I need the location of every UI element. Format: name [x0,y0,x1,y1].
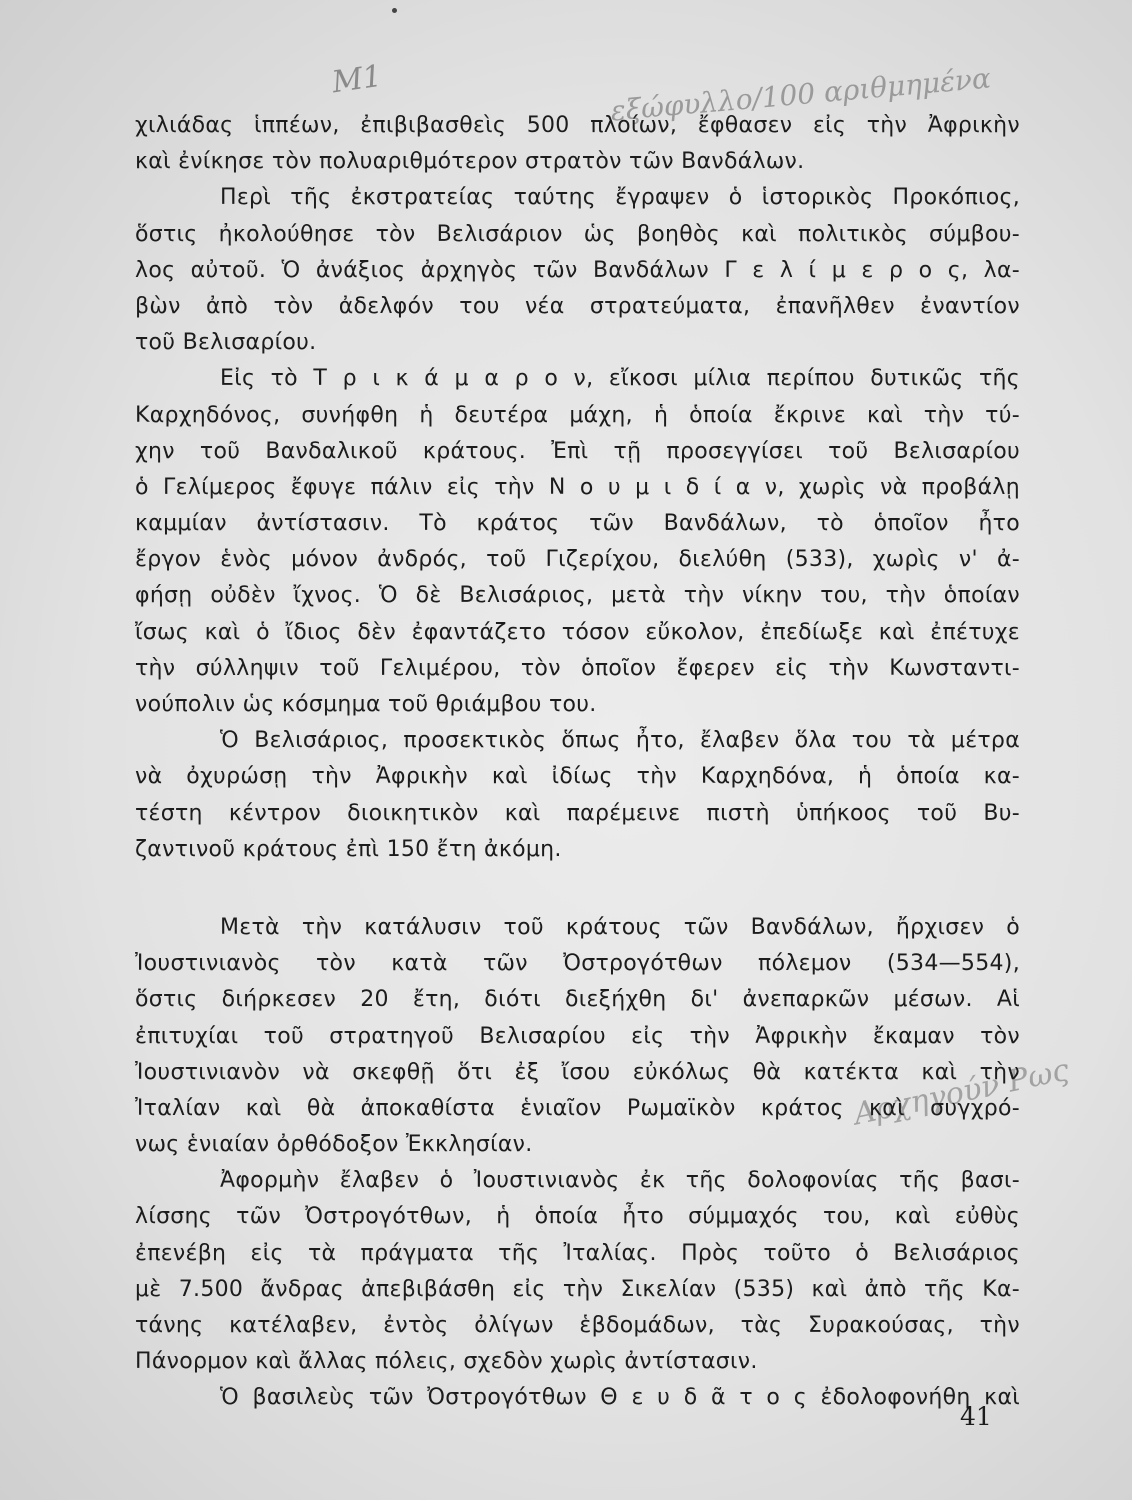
text-line: Ἰταλίαν καὶ θὰ ἀποκαθίστα ἑνιαῖον Ρωμαϊκὸν κράτος καὶ συγχρό- [135,1095,1020,1121]
text-line: χην τοῦ Βανδαλικοῦ κράτους. Ἐπὶ τῇ προσεγγίσει τοῦ Βελισαρίου [135,438,1020,464]
text-line: Ὁ βασιλεὺς τῶν Ὀστρογότθων Θ ε υ δ ᾶ τ ο ς ἐδολοφονήθη καὶ [220,1385,1020,1411]
text-line: Ἀφορμὴν ἔλαβεν ὁ Ἰουστινιανὸς ἐκ τῆς δολοφονίας τῆς βασι- [220,1168,1020,1194]
section-gap [135,868,1020,910]
handwritten-note-margin: Αρχηγούν Ρως [850,1052,1073,1133]
text-line: Περὶ τῆς ἐκστρατείας ταύτης ἔγραψεν ὁ ἱστορικὸς Προκόπιος, [220,185,1020,211]
text-line: νούπολιν ὡς κόσμημα τοῦ θριάμβου του. [135,692,597,717]
text-line: μὲ 7.500 ἄνδρας ἀπεβιβάσθη εἰς τὴν Σικελίαν (535) καὶ ἀπὸ τῆς Κα- [135,1276,1020,1302]
text-line: τέστη κέντρον διοικητικὸν καὶ παρέμεινε πιστὴ ὑπήκοος τοῦ Βυ- [135,800,1020,826]
text-line: ὅστις ἠκολούθησε τὸν Βελισάριον ὡς βοηθὸς καὶ πολιτικὸς σύμβου- [135,221,1020,247]
body-text [135,108,1020,1417]
text-line: λίσσης τῶν Ὀστρογότθων, ἡ ὁποία ἦτο σύμμαχός του, καὶ εὐθὺς [135,1204,1020,1230]
text-line: Πάνορμον καὶ ἄλλας πόλεις, σχεδὸν χωρὶς ἀντίστασιν. [135,1349,758,1375]
text-line: νὰ ὀχυρώσῃ τὴν Ἀφρικὴν καὶ ἰδίως τὴν Καρχηδόνα, ἡ ὁποία κα- [135,764,1020,790]
text-line: τοῦ Βελισαρίου. [135,330,317,356]
handwritten-mark: Μ1 [329,58,385,101]
text-line: Μετὰ τὴν κατάλυσιν τοῦ κράτους τῶν Βανδάλων, ἤρχισεν ὁ [220,914,1020,940]
ink-dot [392,8,397,13]
text-line: βὼν ἀπὸ τὸν ἀδελφόν του νέα στρατεύματα, ἐπανῆλθεν ἐναντίον [135,293,1020,319]
text-line: ἴσως καὶ ὁ ἴδιος δὲν ἐφαντάζετο τόσον εὔκολον, ἐπεδίωξε καὶ ἐπέτυχε [135,619,1020,645]
handwritten-note-top: εξώφυλλο/100 αριθμημένα [609,61,993,128]
text-line: ἐπιτυχίαι τοῦ στρατηγοῦ Βελισαρίου εἰς τὴν Ἀφρικὴν ἔκαμαν τὸν [135,1023,1020,1049]
text-line: χιλιάδας ἱππέων, ἐπιβιβασθεὶς 500 πλοίων, ἔφθασεν εἰς τὴν Ἀφρικὴν [135,113,1020,138]
text-line: ἐπενέβη εἰς τὰ πράγματα τῆς Ἰταλίας. Πρὸς τοῦτο ὁ Βελισάριος [135,1240,1020,1266]
text-line: φήσῃ οὐδὲν ἴχνος. Ὁ δὲ Βελισάριος, μετὰ τὴν νίκην του, τὴν ὁποίαν [135,583,1020,609]
text-line: ὁ Γελίμερος ἔφυγε πάλιν εἰς τὴν Ν ο υ μ ι δ ί α ν, χωρὶς νὰ προβάλῃ [135,474,1020,500]
text-line: ζαντινοῦ κράτους ἐπὶ 150 ἔτη ἀκόμη. [135,836,562,862]
text-line: τὴν σύλληψιν τοῦ Γελιμέρου, τὸν ὁποῖον ἔφερεν εἰς τὴν Κωνσταντι- [135,655,1020,681]
text-line: τάνης κατέλαβεν, ἐντὸς ὀλίγων ἑβδομάδων, τὰς Συρακούσας, τὴν [135,1313,1020,1338]
text-line: καὶ ἐνίκησε τὸν πολυαριθμότερον στρατὸν τῶν Βανδάλων. [135,149,805,175]
text-line: Ἰουστινιανὸς τὸν κατὰ τῶν Ὀστρογότθων πόλεμον (534—554), [135,951,1020,977]
text-line: καμμίαν ἀντίστασιν. Τὸ κράτος τῶν Βανδάλων, τὸ ὁποῖον ἦτο [135,511,1020,537]
text-line: ἔργον ἑνὸς μόνον ἀνδρός, τοῦ Γιζερίχου, διελύθη (533), χωρὶς ν' ἀ- [135,547,1020,573]
text-line: νως ἑνιαίαν ὀρθόδοξον Ἐκκλησίαν. [135,1132,533,1158]
text-line: Εἰς τὸ Τ ρ ι κ ά μ α ρ ο ν, εἴκοσι μίλια περίπου δυτικῶς τῆς [220,366,1020,392]
text-line: Καρχηδόνος, συνήφθη ἡ δευτέρα μάχη, ἡ ὁποία ἔκρινε καὶ τὴν τύ- [135,402,1020,428]
text-line: λος αὐτοῦ. Ὁ ἀνάξιος ἀρχηγὸς τῶν Βανδάλων Γ ε λ ί μ ε ρ ο ς, λα- [135,257,1020,283]
text-line: Ἰουστινιανὸν νὰ σκεφθῇ ὅτι ἐξ ἴσου εὐκόλως θὰ κατέκτα καὶ τὴν [135,1059,1020,1085]
page-number: 41 [960,1402,992,1431]
text-line: Ὁ Βελισάριος, προσεκτικὸς ὅπως ἦτο, ἔλαβεν ὅλα του τὰ μέτρα [220,728,1020,754]
text-line: ὅστις διήρκεσεν 20 ἔτη, διότι διεξήχθη δι' ἀνεπαρκῶν μέσων. Αἱ [135,987,1020,1013]
